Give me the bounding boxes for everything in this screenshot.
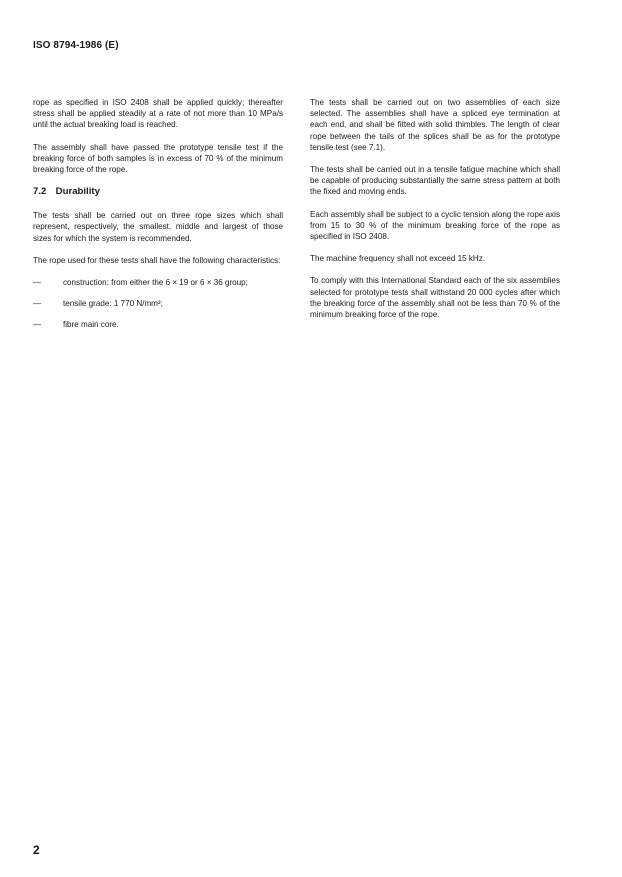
paragraph: The tests shall be carried out on three rope sizes which shall represent, respectively, the smallest, middle and largest of those sizes for which the system is recommended.	[33, 211, 283, 243]
paragraph: The tests shall be carried out in a tensile fatigue machine which shall be capable of producing substantially the same stress pattern at both the fixed and moving ends.	[310, 165, 560, 197]
list-item	[33, 319, 283, 330]
dash-bullet: —	[33, 299, 42, 309]
right-column	[310, 97, 560, 331]
paragraph: To comply with this International Standard each of the six assemblies selected for prototype tests shall withstand 20 000 cycles after which the breaking force of the assembly shall not be less than 70 % of the minimum breaking force of the rope.	[310, 276, 560, 320]
document-identifier: ISO 8794-1986 (E)	[33, 40, 119, 51]
list-item-text: construction: from either the 6 × 19 or 6 × 36 group;	[63, 278, 248, 288]
paragraph: The assembly shall have passed the prototype tensile test if the breaking force of both samples is in excess of 70 % of the minimum breaking force of the rope.	[33, 142, 283, 175]
section-title: Durability	[55, 186, 100, 198]
paragraph: The machine frequency shall not exceed 15 kHz.	[310, 254, 486, 264]
list-item	[33, 298, 283, 309]
dash-bullet: —	[33, 278, 42, 288]
paragraph: Each assembly shall be subject to a cyclic tension along the rope axis from 15 to 30 % of the minimum breaking force of the rope as specified in ISO 2408.	[310, 209, 560, 242]
dash-bullet: —	[33, 320, 42, 330]
left-column	[33, 97, 283, 341]
section-heading	[33, 186, 283, 198]
page-number: 2	[33, 843, 40, 857]
paragraph: rope as specified in ISO 2408 shall be applied quickly; thereafter stress shall be applied steadily at a rate of not more than 10 MPa/s until the actual breaking load is reached.	[33, 98, 283, 130]
section-number: 7.2	[33, 186, 47, 198]
paragraph: The rope used for these tests shall have the following characteristics:	[33, 255, 281, 265]
characteristics-list	[33, 277, 283, 331]
paragraph: The tests shall be carried out on two assemblies of each size selected. The assemblies shall have a spliced eye termination at each end, and shall be fitted with solid thimbles. The length of clear rope between the tails of the splices shall be as for the prototype tensile test (see 7.1).	[310, 98, 560, 152]
list-item-text: tensile grade: 1 770 N/mm²;	[63, 299, 163, 309]
list-item	[33, 277, 283, 288]
list-item-text: fibre main core.	[63, 320, 119, 330]
